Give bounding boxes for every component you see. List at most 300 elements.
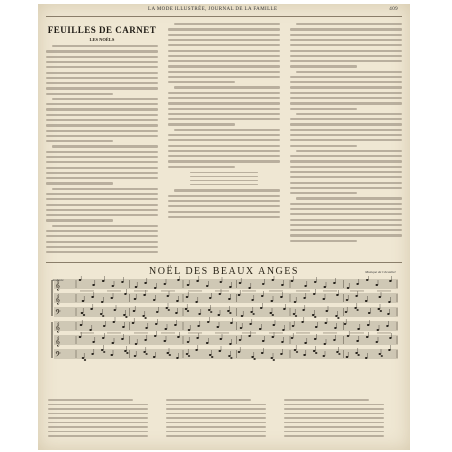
text-column-1	[46, 20, 158, 270]
text-line	[290, 44, 402, 46]
note-head	[253, 358, 255, 360]
note-head	[229, 343, 232, 345]
text-line	[46, 214, 158, 216]
text-line	[168, 118, 280, 120]
text-line	[290, 213, 402, 215]
note-head	[365, 300, 368, 302]
text-line	[290, 97, 402, 99]
text-line	[46, 156, 158, 158]
note-head	[378, 308, 381, 310]
text-line	[168, 102, 280, 104]
text-line	[290, 28, 402, 30]
text-line	[290, 171, 402, 173]
note-head	[270, 312, 273, 314]
text-line	[46, 108, 158, 110]
text-line	[166, 408, 266, 410]
text-line	[168, 39, 280, 41]
text-line	[46, 219, 113, 221]
note-head	[282, 329, 285, 331]
lyric-text	[269, 333, 283, 334]
text-line	[290, 76, 402, 78]
text-line	[46, 87, 158, 89]
text-line	[46, 93, 113, 95]
note-head	[347, 335, 350, 337]
text-line	[168, 145, 280, 147]
note-head	[326, 310, 329, 312]
text-line	[290, 160, 402, 162]
text-line	[46, 230, 158, 232]
note-head	[84, 359, 86, 361]
lyric-text	[107, 291, 121, 292]
text-line	[290, 86, 402, 88]
note-head	[313, 350, 316, 352]
text-line	[168, 123, 235, 125]
text-line	[46, 182, 113, 184]
lyric-text	[242, 291, 256, 292]
note-head	[273, 324, 276, 326]
note-head	[389, 337, 392, 339]
text-line	[296, 23, 402, 25]
text-line	[174, 129, 280, 131]
lyric-text	[80, 291, 94, 292]
note-head	[229, 286, 232, 288]
note-head	[241, 315, 244, 317]
note-head	[134, 298, 137, 300]
note-head	[346, 299, 349, 301]
note-head	[100, 313, 103, 315]
note-head	[324, 286, 327, 288]
text-line	[190, 172, 257, 174]
text-line	[46, 241, 158, 243]
text-line	[46, 66, 158, 68]
note-head	[143, 351, 146, 353]
verse-column-1	[48, 396, 148, 440]
note-head	[272, 336, 275, 338]
note-head	[356, 309, 358, 311]
note-head	[91, 296, 94, 298]
text-line	[46, 246, 158, 248]
note-head	[89, 329, 92, 331]
note-head	[296, 351, 298, 353]
note-head	[291, 280, 294, 282]
text-line	[290, 102, 402, 104]
text-line	[46, 114, 158, 116]
clef-icon: 𝄢	[55, 309, 61, 319]
note-head	[155, 323, 158, 325]
note-head	[302, 309, 305, 311]
text-line	[190, 184, 257, 186]
note-head	[102, 337, 105, 339]
lyric-text	[269, 291, 283, 292]
note-head	[379, 353, 382, 355]
text-line	[290, 187, 402, 189]
note-head	[239, 339, 242, 341]
lyric-text	[215, 291, 229, 292]
note-head	[376, 341, 379, 343]
text-line	[166, 417, 266, 419]
text-line	[296, 113, 402, 115]
note-head	[333, 282, 336, 284]
sheet-music	[46, 276, 402, 392]
text-line	[166, 435, 266, 437]
note-head	[111, 297, 114, 299]
note-head	[291, 337, 294, 339]
note-head	[135, 286, 138, 288]
note-head	[145, 327, 148, 329]
note-head	[144, 282, 147, 284]
text-line	[168, 166, 235, 168]
header-rule	[46, 16, 402, 17]
note-head	[366, 336, 369, 338]
text-line	[290, 224, 402, 226]
note-head	[248, 335, 251, 337]
note-head	[228, 355, 231, 357]
note-head	[124, 350, 127, 352]
note-head	[103, 325, 106, 327]
text-line	[284, 422, 384, 424]
note-head	[381, 355, 383, 357]
text-line	[290, 219, 402, 221]
note-head	[271, 357, 274, 359]
text-line	[168, 216, 280, 218]
note-head	[260, 307, 263, 309]
text-line	[168, 76, 280, 78]
note-head	[102, 315, 104, 317]
text-line	[290, 229, 402, 231]
text-line	[168, 205, 280, 207]
note-head	[154, 335, 157, 337]
note-head	[239, 282, 242, 284]
text-line	[284, 399, 369, 401]
note-head	[315, 352, 317, 354]
text-line	[46, 172, 158, 174]
text-line	[190, 180, 257, 182]
note-head	[113, 321, 116, 323]
note-head	[186, 353, 189, 355]
text-line	[168, 139, 280, 141]
note-head	[272, 314, 274, 316]
lyric-text	[350, 291, 364, 292]
note-head	[261, 352, 264, 354]
text-line	[290, 234, 402, 236]
note-head	[280, 353, 283, 355]
text-line	[290, 81, 402, 83]
note-head	[185, 308, 188, 310]
note-head	[209, 297, 212, 299]
quoted-verse	[190, 172, 257, 186]
note-head	[122, 326, 125, 328]
note-head	[103, 351, 105, 353]
lyric-text	[350, 333, 364, 334]
note-head	[347, 287, 350, 289]
note-head	[164, 340, 167, 342]
text-line	[168, 34, 280, 36]
text-line	[290, 208, 402, 210]
text-line	[290, 182, 402, 184]
note-head	[251, 356, 254, 358]
text-line	[46, 135, 158, 137]
note-head	[303, 354, 306, 356]
note-head	[80, 324, 83, 326]
text-line	[168, 92, 280, 94]
note-head	[250, 311, 253, 313]
note-head	[196, 280, 199, 282]
lyric-text	[377, 291, 391, 292]
clef-icon: 𝄞	[55, 281, 61, 291]
text-line	[48, 431, 148, 433]
clef-icon: 𝄞	[55, 323, 61, 333]
text-line	[290, 129, 402, 131]
note-head	[345, 311, 348, 313]
text-line	[52, 45, 158, 47]
note-head	[175, 312, 178, 314]
note-head	[315, 326, 318, 328]
text-line	[46, 61, 158, 63]
text-line	[284, 417, 384, 419]
text-line	[284, 413, 384, 415]
note-head	[91, 353, 94, 355]
lyric-text	[323, 291, 337, 292]
text-line	[290, 118, 402, 120]
text-line	[46, 72, 158, 74]
text-line	[52, 225, 158, 227]
text-line	[46, 251, 158, 253]
text-line	[290, 60, 402, 62]
lyric-text	[188, 291, 202, 292]
article-subtitle: LES NOËLS	[89, 37, 115, 42]
text-line	[284, 431, 384, 433]
lyric-text	[107, 333, 121, 334]
note-head	[366, 279, 369, 281]
note-head	[135, 343, 138, 345]
note-head	[153, 356, 156, 358]
note-head	[304, 342, 307, 344]
text-line	[290, 34, 402, 36]
note-head	[177, 279, 180, 281]
text-line	[290, 92, 402, 94]
text-line	[284, 426, 384, 428]
note-head	[355, 295, 358, 297]
text-column-3	[290, 20, 402, 270]
text-line	[174, 86, 280, 88]
text-line	[52, 188, 158, 190]
note-head	[209, 354, 212, 356]
column-2-lines	[168, 23, 280, 218]
note-head	[252, 313, 254, 315]
text-line	[290, 166, 402, 168]
note-head	[280, 296, 283, 298]
text-line	[46, 161, 158, 163]
text-line	[46, 204, 158, 206]
note-head	[368, 312, 371, 314]
note-head	[92, 284, 95, 286]
note-head	[387, 313, 390, 315]
note-head	[218, 314, 221, 316]
text-line	[284, 408, 384, 410]
note-head	[377, 329, 380, 331]
text-line	[52, 145, 158, 147]
text-line	[290, 39, 402, 41]
note-head	[211, 356, 213, 358]
text-line	[168, 81, 235, 83]
clef-icon: 𝄞	[55, 295, 61, 305]
verse-column-2	[166, 396, 266, 440]
note-head	[111, 354, 114, 356]
text-line	[48, 413, 148, 415]
text-line	[46, 56, 158, 58]
note-head	[125, 316, 127, 318]
text-line	[168, 211, 280, 213]
text-line	[166, 431, 266, 433]
note-head	[165, 328, 168, 330]
note-head	[187, 284, 190, 286]
clef-icon: 𝄞	[55, 337, 61, 347]
text-line	[168, 160, 280, 162]
note-head	[294, 349, 297, 351]
note-head	[208, 309, 211, 311]
note-head	[154, 287, 157, 289]
text-line	[168, 155, 280, 157]
lyric-text	[188, 333, 202, 334]
text-line	[166, 404, 266, 406]
note-head	[334, 327, 337, 329]
lyric-text	[377, 333, 391, 334]
text-line	[168, 97, 280, 99]
text-line	[46, 103, 158, 105]
text-line	[296, 71, 402, 73]
text-line	[284, 435, 384, 437]
lyric-text	[134, 291, 148, 292]
note-head	[187, 310, 189, 312]
journal-title: LA MODE ILLUSTRÉE, JOURNAL DE LA FAMILLE	[148, 7, 278, 12]
note-head	[312, 314, 315, 316]
note-head	[365, 357, 368, 359]
text-line	[168, 113, 280, 115]
lyric-text	[242, 333, 256, 334]
note-head	[228, 298, 231, 300]
note-head	[168, 309, 170, 311]
text-line	[46, 50, 158, 52]
text-line	[166, 426, 266, 428]
note-head	[132, 322, 135, 324]
text-line	[48, 422, 148, 424]
text-line	[46, 124, 158, 126]
note-head	[295, 315, 297, 317]
text-line	[174, 23, 280, 25]
lyric-text	[161, 291, 175, 292]
note-head	[176, 357, 179, 359]
text-line	[290, 192, 357, 194]
text-line	[290, 65, 357, 67]
note-head	[82, 300, 85, 302]
note-head	[198, 313, 201, 315]
lyric-text	[134, 333, 148, 334]
note-head	[112, 285, 115, 287]
text-line	[46, 151, 158, 153]
note-head	[294, 301, 297, 303]
note-head	[124, 293, 127, 295]
note-head	[323, 355, 326, 357]
note-head	[227, 310, 230, 312]
text-line	[168, 60, 280, 62]
note-head	[376, 284, 379, 286]
text-line	[290, 139, 402, 141]
note-head	[240, 327, 243, 329]
note-head	[101, 349, 104, 351]
note-head	[281, 284, 284, 286]
note-head	[314, 281, 317, 283]
text-line	[46, 77, 158, 79]
note-head	[230, 357, 232, 359]
text-line	[46, 140, 113, 142]
note-head	[229, 312, 231, 314]
note-head	[271, 300, 274, 302]
note-head	[206, 342, 209, 344]
text-line	[46, 119, 158, 121]
note-head	[323, 298, 326, 300]
page-number: 409	[389, 7, 398, 12]
note-head	[336, 294, 339, 296]
note-head	[238, 294, 241, 296]
note-head	[90, 308, 93, 310]
note-head	[206, 285, 209, 287]
note-head	[292, 325, 295, 327]
text-line	[168, 200, 280, 202]
note-head	[273, 359, 275, 361]
section-rule	[46, 262, 402, 263]
note-head	[126, 352, 128, 354]
note-head	[112, 342, 115, 344]
text-line	[168, 71, 280, 73]
text-line	[168, 134, 280, 136]
text-line	[48, 399, 133, 401]
note-head	[220, 338, 223, 340]
song-title: NOËL DES BEAUX ANGES	[149, 266, 299, 277]
note-head	[337, 317, 339, 319]
text-line	[168, 195, 280, 197]
note-head	[325, 322, 328, 324]
note-head	[153, 299, 156, 301]
note-head	[82, 357, 85, 359]
text-line	[48, 435, 148, 437]
text-line	[46, 193, 158, 195]
text-line	[290, 203, 402, 205]
note-head	[262, 283, 265, 285]
text-line	[168, 50, 280, 52]
lyric-text	[296, 333, 310, 334]
text-line	[174, 189, 280, 191]
note-head	[92, 341, 95, 343]
note-head	[197, 325, 200, 327]
text-line	[166, 399, 251, 401]
text-line	[46, 130, 158, 132]
note-head	[379, 296, 382, 298]
note-head	[386, 325, 389, 327]
note-head	[143, 294, 146, 296]
note-head	[166, 307, 169, 309]
text-line	[290, 145, 357, 147]
text-line	[46, 198, 158, 200]
lyric-text	[323, 333, 337, 334]
note-head	[188, 355, 190, 357]
note-head	[121, 338, 124, 340]
text-line	[166, 422, 266, 424]
text-line	[52, 98, 158, 100]
text-column-2	[168, 20, 280, 270]
note-head	[389, 280, 392, 282]
text-line	[168, 65, 280, 67]
note-head	[293, 313, 296, 315]
